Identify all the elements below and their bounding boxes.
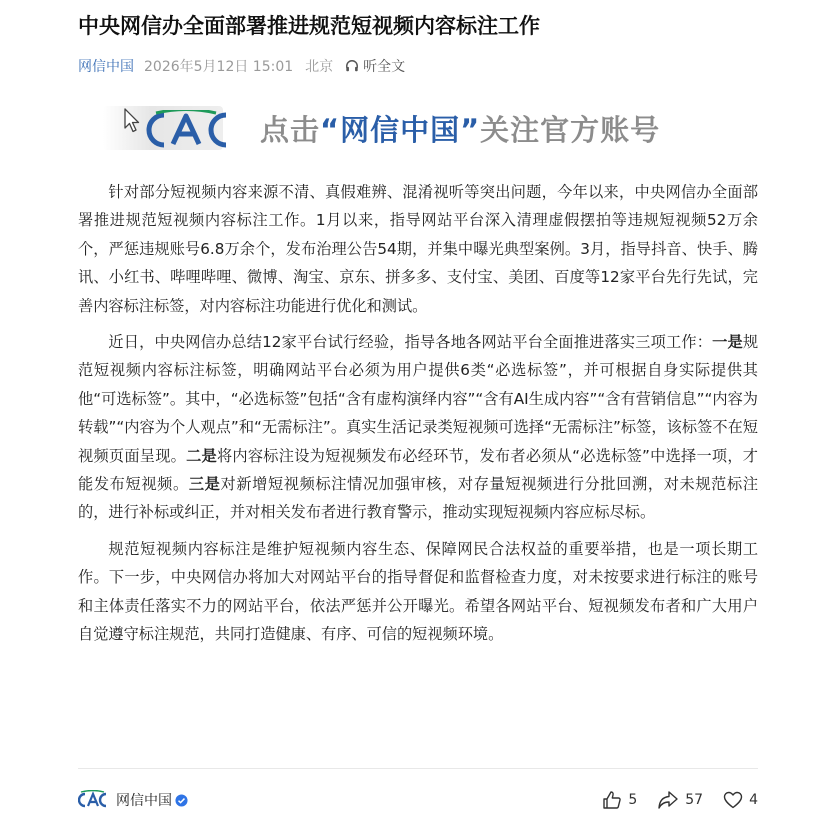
- paragraph-text: 规范短视频内容标注是维护短视频内容生态、保障网民合法权益的重要举措，也是一项长期工作。下一步，中央网信办将加大对网站平台的指导督促和监督检查力度，对未按要求进行标注的账号和主体责任落实不力的网站平台，依法严惩并公开曝光。希望各网站平台、短视频发布者和广大用户自觉遵守标注规范，共同打造健康、有序、可信的短视频环境。: [78, 539, 758, 644]
- paragraph-text: 规范短视频内容标注标签，明确网站平台必须为用户提供6类“必选标签”，并可根据自身实际提供其他“可选标签”。其中，“必选标签”包括“含有虚构演绎内容”“含有AI生成内容”“含有营销信息”“内容为转载”“内容为个人观点”和“无需标注”。真实生活记录类短视频可选择“无需标注”标签，该标签不在短视频页面呈现。: [78, 333, 759, 465]
- share-arrow-icon: [657, 790, 679, 810]
- cursor-icon: [123, 108, 141, 134]
- banner-suffix: 关注官方账号: [480, 113, 661, 147]
- favorite-button[interactable]: [723, 791, 758, 809]
- like-count: 5: [628, 792, 638, 808]
- share-button[interactable]: [657, 790, 703, 810]
- article-paragraph: [78, 535, 758, 649]
- publish-location: 北京: [305, 59, 334, 75]
- heart-icon: [723, 791, 743, 809]
- article-footer: [78, 786, 758, 814]
- paragraph-emphasis: 三是: [188, 475, 221, 494]
- paragraph-text: 将内容标注设为短视频发布必经环节，发布者必须从“必选标签”中选择一项，才能发布短视频。: [78, 446, 758, 494]
- follow-banner[interactable]: [103, 98, 733, 160]
- like-button[interactable]: [602, 790, 637, 810]
- article-title: 中央网信办全面部署推进规范短视频内容标注工作: [78, 14, 540, 38]
- footer-divider: [78, 768, 758, 769]
- listen-label: 听全文: [363, 59, 406, 75]
- paragraph-text: 对新增短视频标注情况加强审核，对存量短视频进行分批回溯，对未规范标注的，进行补标或纠正，并对相关发布者进行教育警示，推动实现短视频内容应标尽标。: [78, 475, 759, 522]
- cac-small-logo-icon: [78, 790, 108, 810]
- paragraph-text: 针对部分短视频内容来源不清、真假难辨、混淆视听等突出问题，今年以来，中央网信办全面部署推进规范短视频内容标注工作。1月以来，指导网站平台深入清理虚假摆拍等违规短视频52万余个，严惩违规账号6.8万余个，发布治理公告54期，并集中曝光典型案例。3月，指导抖音、快手、腾讯、小红书、哔哩哔哩、微博、淘宝、京东、拼多多、支付宝、美团、百度等12家平台先行先试，完善内容标注标签，对内容标注功能进行优化和测试。: [78, 183, 758, 315]
- banner-prefix: 点击: [260, 113, 321, 147]
- listen-button[interactable]: [345, 56, 405, 76]
- share-count: 57: [685, 792, 704, 808]
- verified-badge-icon: [175, 794, 188, 807]
- source-link[interactable]: 网信中国: [78, 59, 134, 75]
- paragraph-emphasis: 二是: [186, 446, 217, 465]
- author-info[interactable]: [78, 790, 188, 810]
- paragraph-text: 近日，中央网信办总结12家平台试行经验，指导各地各网站平台全面推进落实三项工作：: [108, 333, 713, 352]
- thumbs-up-icon: [602, 790, 622, 810]
- banner-text: [260, 108, 660, 149]
- article-meta: [78, 55, 405, 77]
- headphones-icon: [345, 59, 359, 73]
- banner-logo-text: CAC: [192, 149, 195, 150]
- publish-date: 2026年5月12日 15:01: [144, 59, 294, 75]
- article-body: [78, 178, 758, 657]
- banner-highlight: “网信中国”: [320, 113, 481, 147]
- favorite-count: 4: [749, 792, 758, 808]
- article-paragraph: [78, 178, 758, 320]
- article-paragraph: [78, 328, 758, 527]
- author-name: 网信中国: [116, 793, 172, 809]
- article-actions: [582, 790, 758, 810]
- footer-logo-text: CAC: [93, 809, 96, 810]
- paragraph-emphasis: 一是: [712, 333, 743, 352]
- cac-logo-icon: [146, 110, 238, 150]
